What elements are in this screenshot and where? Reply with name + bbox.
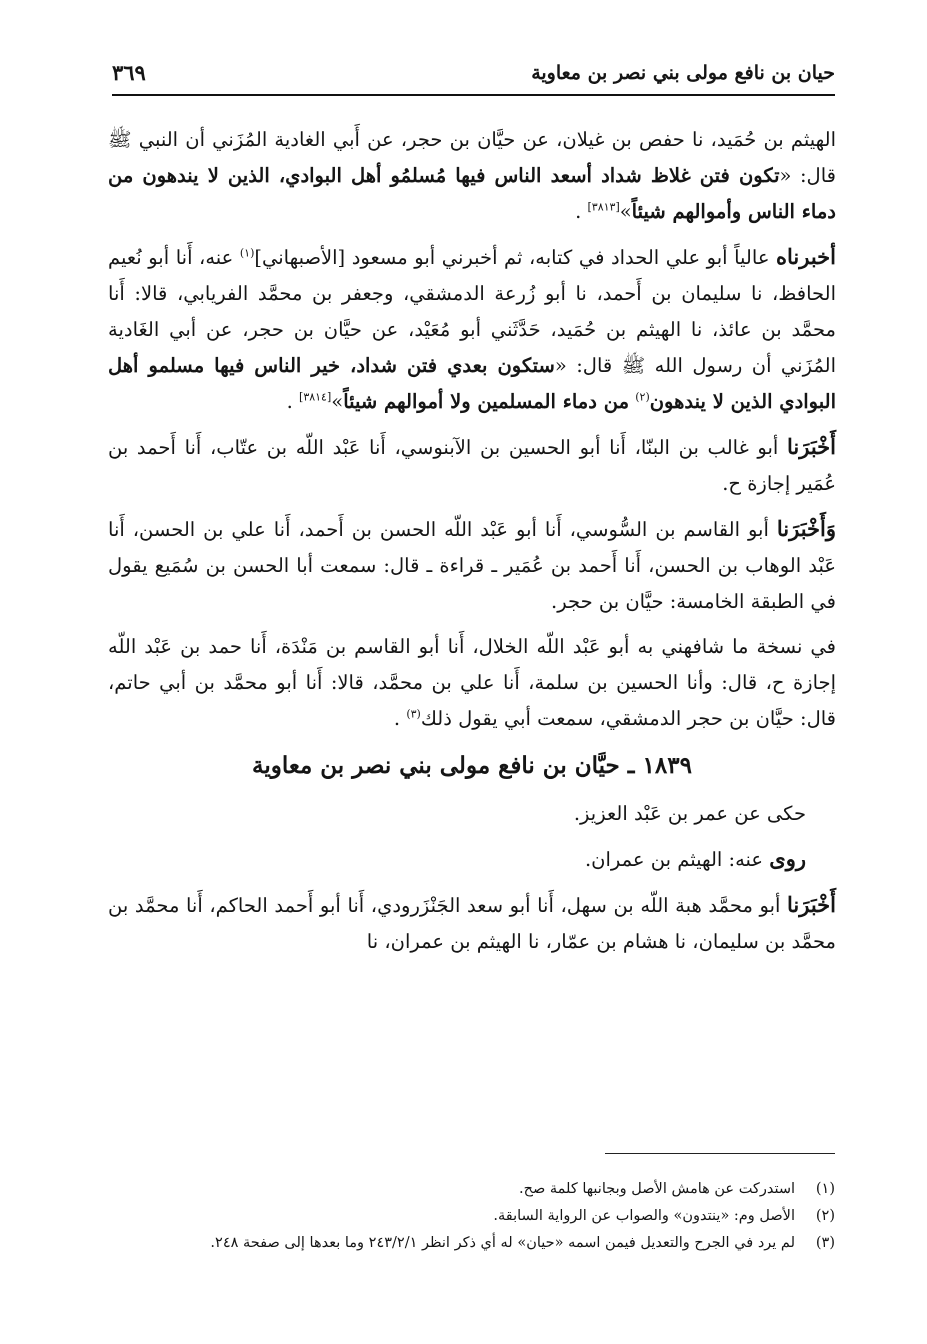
p1-text-a: الهيثم بن حُمَيد، نا حفص بن غيلان، عن حيَّان بن حجر، عن أَبي الغادية المُزَني أن النبي ﷺ قال: « <box>108 128 836 187</box>
p5-text: في نسخة ما شافهني به أبو عَبْد اللّه الخلال، أَنا أبو القاسم بن مَنْدَة، أَنا حمد بن عَبْد اللّه إجازة ح، قال: وأنا الحسين بن سلمة، أَنا علي بن محمَّد، قالا: أَنا أبو محمَّد بن أبي حاتم، قال: حيَّان بن حجر الدمشقي، سمعت أبي يقول ذلك <box>108 635 836 730</box>
paragraph-1 <box>108 122 836 230</box>
footnote-1 <box>100 1176 835 1203</box>
p6-text: حكى عن عمر بن عَبْد العزيز. <box>573 802 806 825</box>
paragraph-2 <box>108 239 836 420</box>
entry-heading: ١٨٣٩ ـ حيَّان بن نافع مولى بني نصر بن معاوية <box>252 752 692 779</box>
footnotes <box>100 1176 835 1257</box>
p4-text: أبو القاسم بن السُّوسي، أَنا أبو عَبْد اللّه الحسن بن أَحمد، أَنا علي بن الحسن، أَنا عَبْد الوهاب بن الحسن، أَنا أَحمد بن عُمَير ـ قراءة ـ قال: سمعت أبا الحسن بن سُمَيع يقول في الطبقة الخامسة: حيَّان بن حجر. <box>108 518 836 613</box>
p1-hadith-number: [٣٨١٣] <box>587 200 620 214</box>
paragraph-4 <box>108 511 836 620</box>
paragraph-7 <box>108 841 836 878</box>
footnote-marker-3: (٣) <box>406 707 421 721</box>
footnote-2-text: الأصل وم: «ينتدون» والصواب عن الرواية السابقة. <box>493 1208 795 1224</box>
p2-end: . <box>286 390 293 413</box>
footnote-3-text: لم يرد في الجرح والتعديل فيمن اسمه «حيان» له أي ذكر انظر ٢٤٣/٢/١ وما بعدها إلى صفحة ٢٤٨. <box>210 1235 795 1251</box>
footnote-marker-2: (٢) <box>635 390 650 404</box>
p2-lead-word: أخبرناه <box>776 244 836 269</box>
footnote-1-text: استدركت عن هامش الأصل وبجانبها كلمة صح. <box>518 1181 795 1197</box>
p1-end: . <box>575 200 582 223</box>
running-title: حيان بن نافع مولى بني نصر بن معاوية <box>531 62 835 84</box>
footnote-2 <box>100 1203 835 1230</box>
p2-hadith-number: [٣٨١٤] <box>299 390 332 404</box>
footnote-rule <box>605 1153 835 1154</box>
p7-lead-word: روى <box>769 846 806 871</box>
page-number: ٣٦٩ <box>112 60 146 85</box>
p5-end: . <box>393 707 401 730</box>
footnote-3-number: (٣) <box>815 1235 835 1251</box>
p8-text: أبو محمَّد هبة اللّه بن سهل، أَنا أبو سعد الجَنْزَرودي، أَنا أبو أَحمد الحاكم، أَنا محمَّد بن محمَّد بن سليمان، نا هشام بن عمّار، نا الهيثم بن عمران، نا <box>108 894 836 953</box>
footnote-1-number: (١) <box>815 1181 835 1197</box>
main-text <box>108 122 836 969</box>
p4-lead-word: وَأَخْبَرَنا <box>776 516 836 541</box>
p1-quote-close: » <box>619 200 632 223</box>
p7-text: عنه: الهيثم بن عمران. <box>584 848 764 871</box>
footnote-marker-1: (١) <box>239 246 255 260</box>
p2-hadith-b: من دماء المسلمين ولا أموالهم شيئاً <box>343 390 630 413</box>
running-header <box>112 58 835 96</box>
footnote-3 <box>100 1230 835 1257</box>
paragraph-3 <box>108 429 836 502</box>
p3-text: أبو غالب بن البنّا، أَنا أبو الحسين بن الآبنوسي، أَنا عَبْد اللّه بن عتّاب، أَنا أَحمد بن عُمَير إجازة ح. <box>108 436 836 495</box>
paragraph-8 <box>108 887 836 960</box>
paragraph-6 <box>108 796 836 832</box>
p2-text-a: عالياً أبو علي الحداد في كتابه، ثم أخبرني أبو مسعود [الأصبهاني] <box>254 246 770 269</box>
paragraph-5 <box>108 629 836 737</box>
footnote-2-number: (٢) <box>815 1208 835 1224</box>
p2-hadith-a: ستكون بعدي فتن شداد، خير الناس فيها مسلمو أهل البوادي الذين لا يندهون <box>108 354 836 413</box>
p1-hadith: تكون فتن غلاظ شداد أسعد الناس فيها مُسلمُو أهل البوادي، الذين لا يندهون من دماء الناس وأموالهم شيئاً <box>108 164 836 223</box>
p8-lead-word: أَخْبَرَنا <box>787 892 836 917</box>
p2-quote-close: » <box>331 390 344 413</box>
p3-lead-word: أَخْبَرَنا <box>787 434 836 459</box>
p2-text-b: عنه، أَنا أبو نُعيم الحافظ، نا سليمان بن أَحمد، نا أبو زُرعة الدمشقي، وجعفر بن محمَّد الفريابي، قالا: أَنا محمَّد بن عائذ، نا الهيثم بن حُمَيد، حَدَّثَني أبو مُعَيْد، عن حيَّان بن حجر، عن أبي الغَادية المُزَني أن رسول الله ﷺ قال: « <box>108 246 836 377</box>
header-rule <box>112 94 835 96</box>
